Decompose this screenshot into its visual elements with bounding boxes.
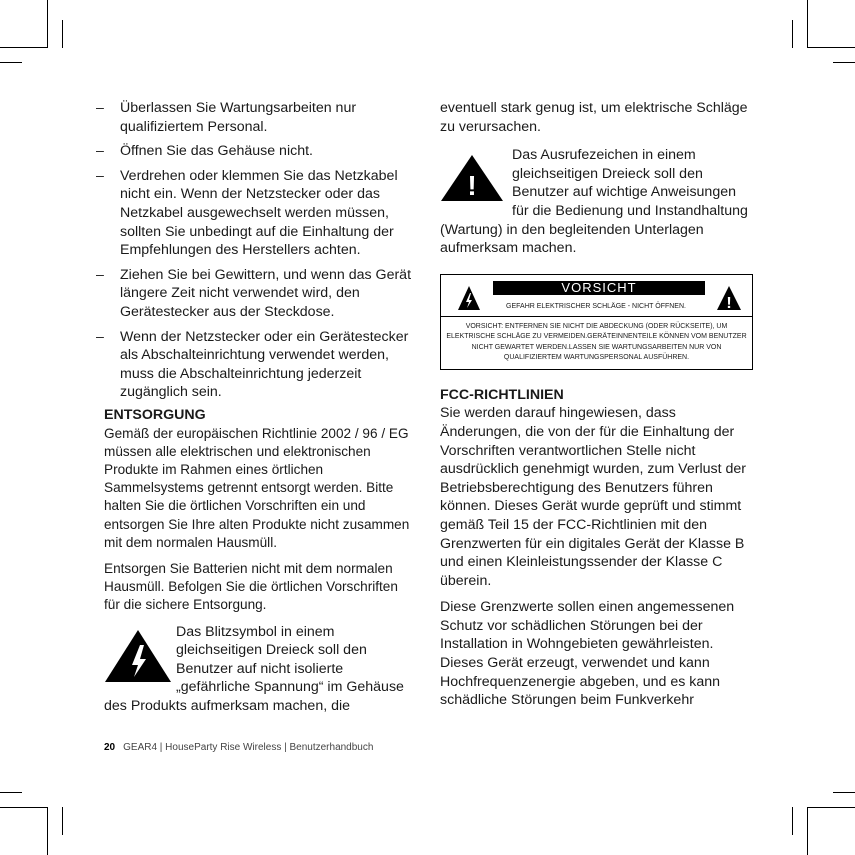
fcc-heading: FCC-RICHTLINIEN [440,386,564,403]
crop-mark [62,20,63,48]
caution-body: VORSICHT: ENTFERNEN SIE NICHT DIE ABDECKUNG (ODER RÜCKSEITE), UM ELEKTRISCHE SCHLÄGE ZU VERMEIDEN.GERÄTEINNENTEILE KÖNNEN VOM BENUTZER NICHT GEWARTET WERDEN.LASSEN SIE WARTUNGSARBEITEN NUR VON QUALIFIZIERTEM WARTUNGSPERSONAL AUSFÜHREN. [446,322,747,362]
crop-mark [833,792,855,793]
crop-mark [833,62,855,63]
exclamation-glyph: ! [467,170,477,202]
battery-paragraph: Entsorgen Sie Batterien nicht mit dem normalen Hausmüll. Befolgen Sie die örtlichen Vorschriften für die sichere Entsorgung. [104,560,398,613]
exclamation-triangle-icon [716,285,742,311]
bullet-text: Wenn der Netzstecker oder ein Gerätestecker als Abschalteinrichtung verwendet werden, muss die Abschalteinrichtung jederzeit zugänglich sein. [120,328,409,401]
crop-mark [807,807,855,808]
caution-divider [441,316,752,317]
caution-title: VORSICHT [493,281,705,295]
exclamation-triangle-icon [440,154,504,202]
bullet-text: Öffnen Sie das Gehäuse nicht. [120,143,313,160]
crop-mark [0,792,22,793]
fcc-paragraph-2: Diese Grenzwerte sollen einen angemessenen Schutz vor schädlichen Störungen bei der Installation in Wohngebieten gewährleisten. Dieses Gerät erzeugt, verwendet und kann Hochfrequenzenergie abgeben, und es kann schädliche Störungen beim Funkverkehr [440,599,735,709]
crop-mark [47,807,48,855]
bullet-item [96,266,416,322]
bullet-dash: – [96,100,104,116]
lightning-warning [104,623,416,716]
lightning-warning-text: Das Blitzsymbol in einem gleichseitigen Dreieck soll den Benutzer auf nicht isolierte „gefährliche Spannung“ im Gehäuse des Produkts aufmerksam machen, die [104,623,404,714]
bullet-text: Überlassen Sie Wartungsarbeiten nur qualifiziertem Personal. [120,100,357,135]
page-number: 20 [104,742,116,753]
exclamation-glyph: ! [726,294,732,311]
bullet-dash: – [96,328,104,345]
bullet-item [96,167,416,260]
caution-box [440,274,753,370]
bullet-item [96,99,416,136]
exclamation-warning [440,146,753,258]
disposal-heading: ENTSORGUNG [104,406,206,423]
lightning-triangle-icon [104,629,172,683]
crop-mark [47,0,48,48]
crop-mark [792,807,793,835]
crop-mark [0,62,22,63]
crop-mark [792,20,793,48]
crop-mark [0,807,48,808]
fcc-paragraph: Sie werden darauf hingewiesen, dass Änderungen, die von der für die Einhaltung der Vorschriften verantwortlichen Stelle nicht ausdrücklich genehmigt wurden, zum Verlust der Betriebsberechtigung des Benutzers führen können. Dieses Gerät wurde geprüft und stimmt gemäß Teil 15 der FCC-Richtlinien mit den Grenzwerten für ein digitales Gerät der Klasse B und einen Kleinleistungssender der Klasse C überein. [440,405,746,589]
bullet-item [96,142,416,161]
continued-text: eventuell stark genug ist, um elektrische Schläge zu verursachen. [440,100,748,135]
bullet-item [96,328,416,402]
crop-mark [62,807,63,835]
bullet-text: Verdrehen oder klemmen Sie das Netzkabel nicht ein. Wenn der Netzstecker oder das Netzkabel ausgewechselt werden müssen, sollten Sie unbedingt auf die Einhaltung der Empfehlungen des Herstellers achten. [120,167,398,259]
exclamation-warning-text: Das Ausrufezeichen in einem gleichseitigen Dreieck soll den Benutzer auf wichtige Anweisungen für die Bedienung und Instandhaltung (Wartung) in den begleitenden Unterlagen aufmerksam machen. [440,147,748,257]
crop-mark [0,47,48,48]
crop-mark [807,807,808,855]
crop-mark [807,0,808,48]
bullet-text: Ziehen Sie bei Gewittern, und wenn das Gerät längere Zeit nicht verwendet wird, den Gerätestecker aus der Steckdose. [120,266,412,320]
bullet-dash: – [96,143,104,160]
left-column [96,99,416,716]
page-footer [104,742,373,753]
bullet-dash: – [96,266,104,283]
footer-text: GEAR4 | HouseParty Rise Wireless | Benutzerhandbuch [123,742,374,753]
bullet-dash: – [96,167,104,184]
crop-mark [807,47,855,48]
right-column [440,99,753,718]
disposal-paragraph: Gemäß der europäischen Richtlinie 2002 / 96 / EG müssen alle elektrischen und elektronischen Produkte im Rahmen eines örtlichen Sammelsystems getrennt entsorgt werden. Bitte halten Sie die örtlichen Vorschriften ein und entsorgen Sie Ihre alten Produkte nicht zusammen mit dem normalen Hausmüll. [104,425,410,550]
caution-subtitle: GEFAHR ELEKTRISCHER SCHLÄGE - NICHT ÖFFNEN. [506,302,686,310]
